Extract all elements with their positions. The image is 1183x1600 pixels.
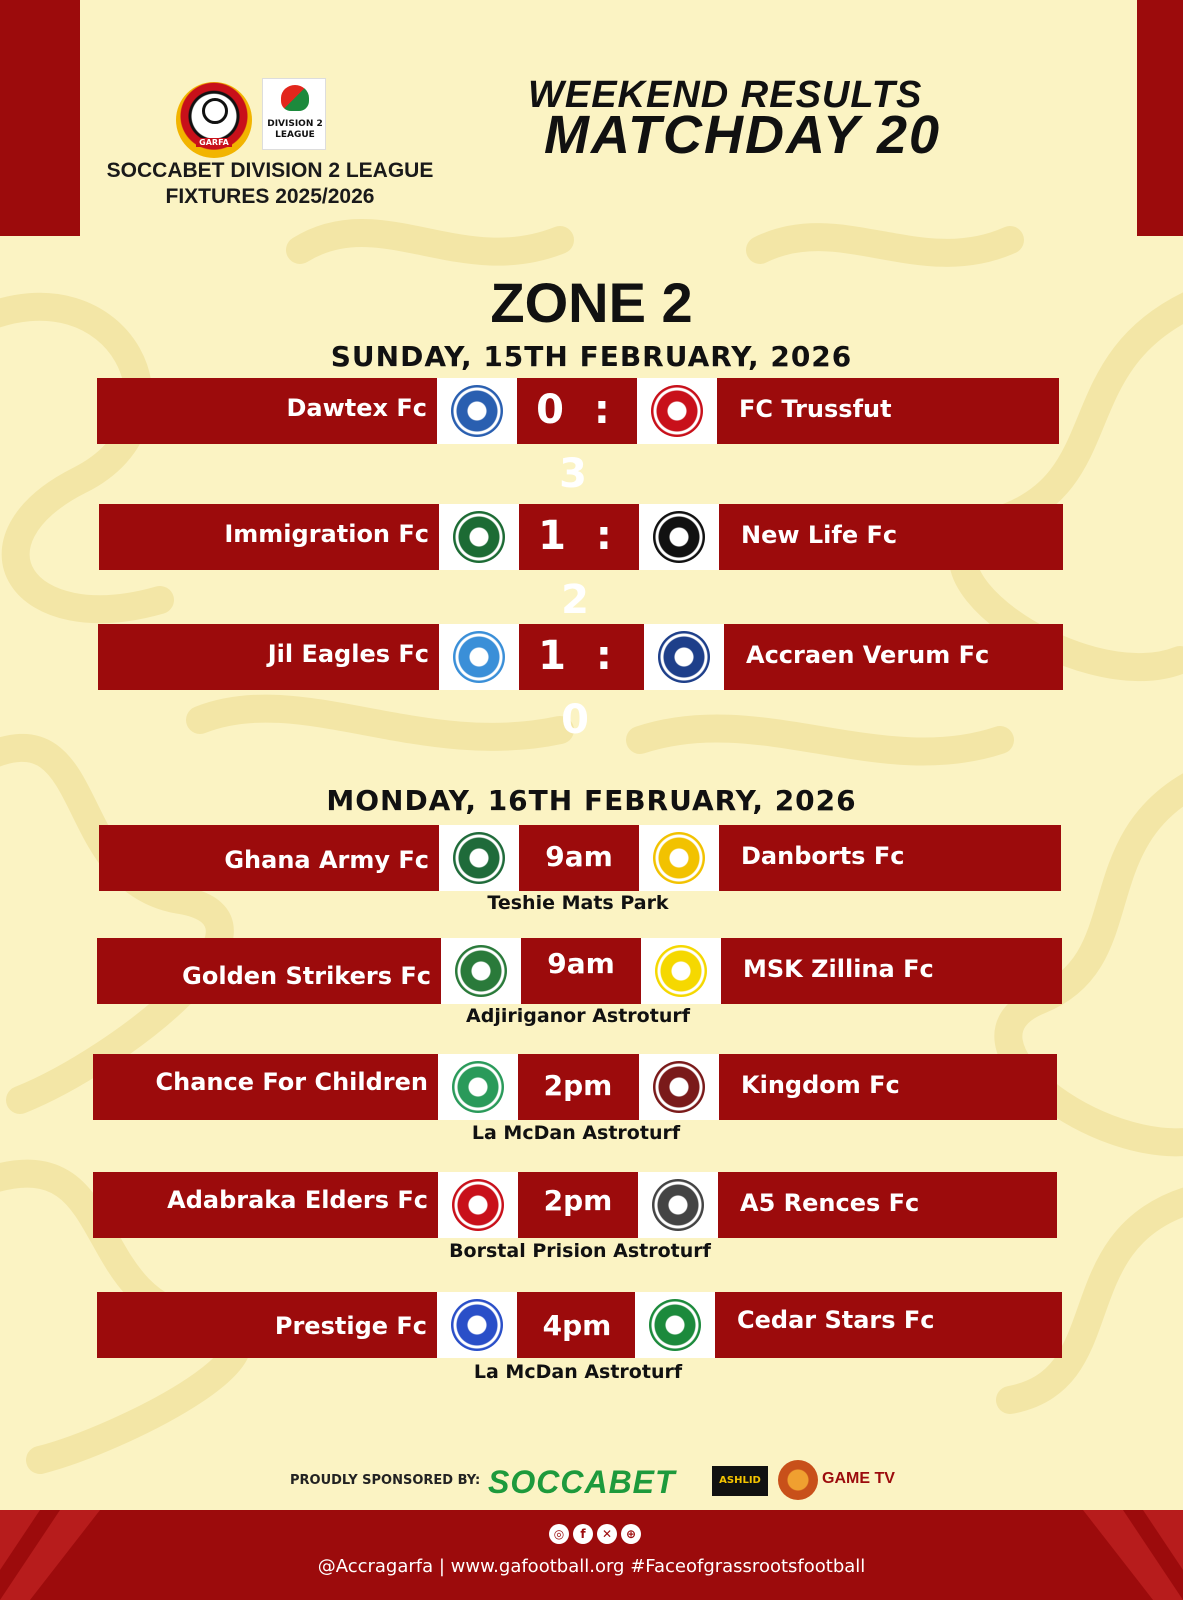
kickoff-time: 4pm (542, 1309, 612, 1342)
home-team-name: Ghana Army Fc (224, 846, 429, 874)
away-team-badge (635, 1292, 715, 1358)
team-crest-icon (453, 631, 505, 683)
away-team-name: Accraen Verum Fc (746, 641, 990, 669)
away-team-name: Cedar Stars Fc (737, 1306, 935, 1334)
kickoff-time: 9am (547, 947, 615, 980)
match-row-fixture (99, 825, 1061, 891)
match-row-fixture (93, 1172, 1057, 1238)
team-crest-icon (451, 1299, 503, 1351)
team-crest-icon (453, 832, 505, 884)
garfa-logo-text: GARFA (196, 138, 232, 147)
match-row-fixture (93, 1054, 1057, 1120)
away-team-name: MSK Zillina Fc (743, 955, 934, 983)
kickoff-time: 2pm (543, 1184, 613, 1217)
away-team-badge (639, 504, 719, 570)
gametv-logo-text: GAME TV (822, 1470, 895, 1487)
away-team-name: Danborts Fc (741, 842, 905, 870)
right-banner-bar (1137, 0, 1183, 236)
matchday-title: MATCHDAY 20 (544, 105, 942, 165)
match-score: 0 : 3 (536, 387, 618, 497)
facebook-icon[interactable]: f (573, 1524, 593, 1544)
division2-league-logo (262, 78, 326, 150)
away-team-name: A5 Rences Fc (740, 1189, 920, 1217)
social-icons (530, 1524, 660, 1548)
sponsor-label: PROUDLY SPONSORED BY: (290, 1473, 481, 1488)
team-crest-icon (655, 945, 707, 997)
match-venue: Adjiriganor Astroturf (466, 1005, 690, 1027)
team-crest-icon (453, 511, 505, 563)
team-crest-icon (653, 511, 705, 563)
home-team-badge (439, 825, 519, 891)
match-score: 1 : 0 (538, 633, 620, 743)
home-team-badge (437, 1292, 517, 1358)
away-team-badge (639, 825, 719, 891)
away-team-badge (637, 378, 717, 444)
match-venue: La McDan Astroturf (471, 1122, 681, 1144)
home-team-badge (438, 1172, 518, 1238)
sunday-date-heading: SUNDAY, 15TH FEBRUARY, 2026 (330, 340, 853, 373)
match-row-result (99, 504, 1063, 623)
team-crest-icon (653, 832, 705, 884)
home-team-badge (439, 504, 519, 570)
team-crest-icon (452, 1179, 504, 1231)
match-venue: La McDan Astroturf (473, 1361, 683, 1383)
team-crest-icon (653, 1061, 705, 1113)
away-team-badge (639, 1054, 719, 1120)
home-team-badge (437, 378, 517, 444)
soccabet-logo: SOCCABET (488, 1464, 676, 1500)
ashlid-logo: ASHLID (712, 1466, 768, 1496)
match-row-fixture (97, 938, 1062, 1004)
league-title (80, 158, 460, 210)
garfa-logo (176, 82, 252, 158)
team-crest-icon (649, 1299, 701, 1351)
home-team-name: Jil Eagles Fc (267, 640, 429, 668)
x-icon[interactable]: ✕ (597, 1524, 617, 1544)
football-icon (202, 98, 228, 124)
division2-emblem-icon (281, 85, 309, 111)
home-team-badge (439, 624, 519, 690)
kickoff-time: 9am (545, 840, 613, 873)
weekend-results-title: WEEKEND RESULTS (528, 74, 923, 116)
team-crest-icon (652, 1179, 704, 1231)
league-title-line1: SOCCABET DIVISION 2 LEAGUE (106, 159, 434, 182)
left-banner-bar (0, 0, 80, 236)
footer-bar (0, 1510, 1183, 1600)
instagram-icon[interactable]: ◎ (549, 1524, 569, 1544)
team-crest-icon (658, 631, 710, 683)
away-team-badge (644, 624, 724, 690)
match-score: 1 : 2 (538, 513, 620, 623)
gametv-logo-icon (778, 1460, 818, 1500)
match-venue: Teshie Mats Park (487, 892, 669, 914)
team-crest-icon (651, 385, 703, 437)
home-team-name: Golden Strikers Fc (182, 962, 431, 990)
league-title-line2: FIXTURES 2025/2026 (165, 185, 375, 208)
monday-date-heading: MONDAY, 16TH FEBRUARY, 2026 (326, 784, 857, 817)
away-team-name: Kingdom Fc (741, 1071, 900, 1099)
footer-contact-text: @Accragarfa | www.gafootball.org #Faceofgrassrootsfootball (317, 1556, 866, 1577)
away-team-name: New Life Fc (741, 521, 898, 549)
away-team-badge (638, 1172, 718, 1238)
web-icon[interactable]: ⊕ (621, 1524, 641, 1544)
home-team-badge (441, 938, 521, 1004)
home-team-name: Chance For Children (155, 1068, 428, 1096)
match-venue: Borstal Prision Astroturf (449, 1240, 711, 1262)
home-team-name: Dawtex Fc (286, 394, 427, 422)
league-logos (168, 78, 328, 158)
away-team-name: FC Trussfut (739, 395, 892, 423)
away-team-badge (641, 938, 721, 1004)
match-row-result (97, 378, 1059, 497)
home-team-badge (438, 1054, 518, 1120)
match-row-fixture (97, 1292, 1062, 1358)
team-crest-icon (451, 385, 503, 437)
division2-logo-text: DIVISION 2 LEAGUE (267, 119, 323, 140)
home-team-name: Prestige Fc (274, 1312, 427, 1340)
home-team-name: Immigration Fc (224, 520, 429, 548)
zone-title: ZONE 2 (490, 271, 693, 334)
team-crest-icon (455, 945, 507, 997)
home-team-name: Adabraka Elders Fc (167, 1186, 428, 1214)
team-crest-icon (452, 1061, 504, 1113)
kickoff-time: 2pm (543, 1069, 613, 1102)
match-row-result (98, 624, 1063, 743)
